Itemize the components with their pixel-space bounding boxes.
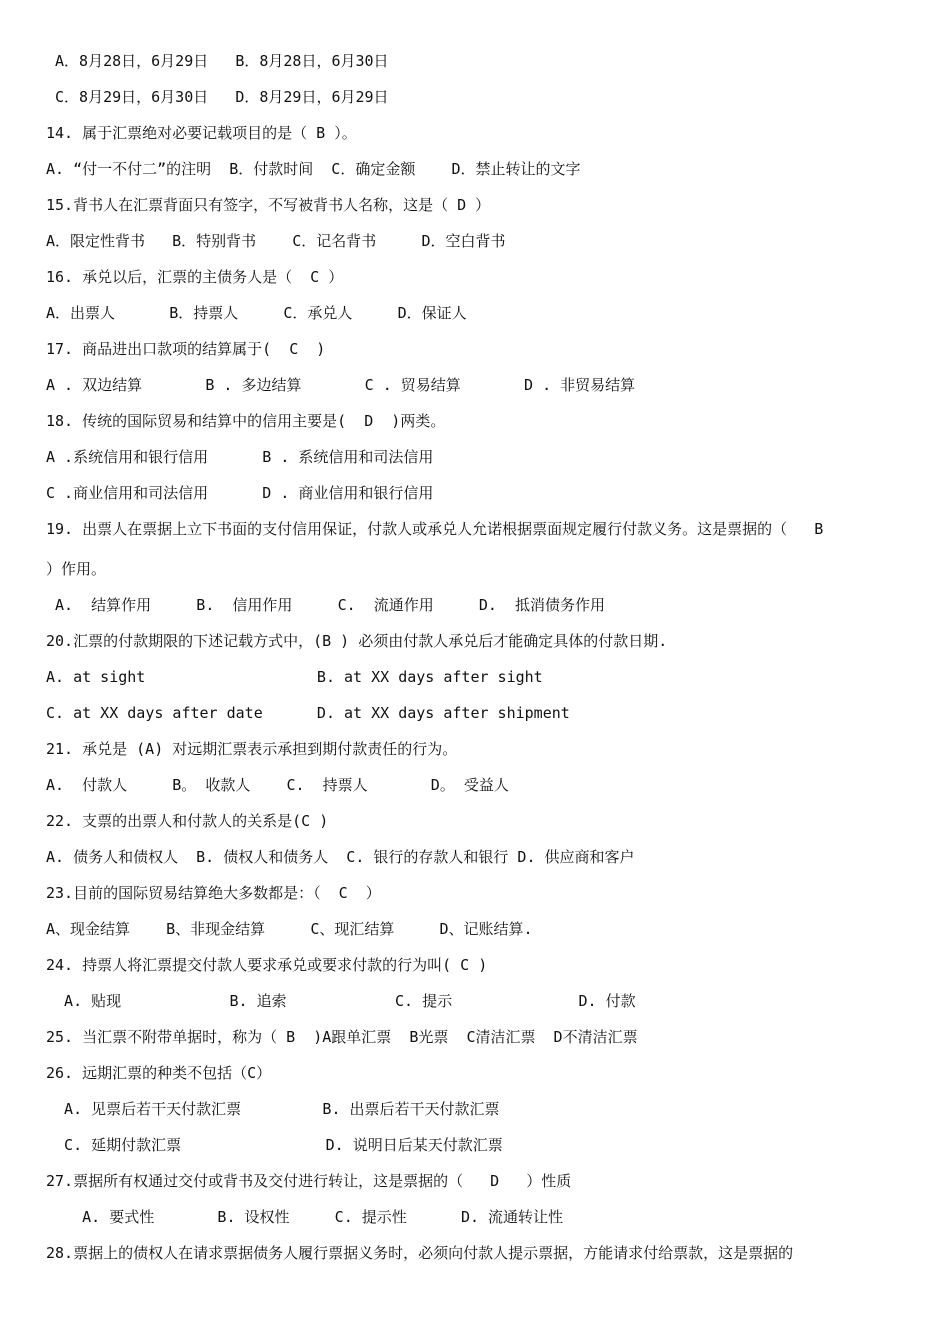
text-line: 17. 商品进出口款项的结算属于( C ) xyxy=(46,340,326,358)
text-line: C .商业信用和司法信用 D . 商业信用和银行信用 xyxy=(46,484,434,502)
text-line: A. 贴现 B. 追索 C. 提示 D. 付款 xyxy=(46,992,636,1010)
text-line: A．限定性背书 B．特别背书 C．记名背书 D．空白背书 xyxy=(46,232,506,250)
text-line: 26. 远期汇票的种类不包括（C） xyxy=(46,1064,272,1082)
text-line: 22. 支票的出票人和付款人的关系是(C ) xyxy=(46,812,329,830)
text-line: 25. 当汇票不附带单据时，称为（ B )A跟单汇票 B光票 C清洁汇票 D不清洁汇票 xyxy=(46,1028,638,1046)
text-line: A. 要式性 B. 设权性 C. 提示性 D. 流通转让性 xyxy=(46,1208,564,1226)
text-line: 18. 传统的国际贸易和结算中的信用主要是( D )两类。 xyxy=(46,412,446,430)
text-line: A、现金结算 B、非现金结算 C、现汇结算 D、记账结算. xyxy=(46,920,533,938)
text-line: 16. 承兑以后，汇票的主债务人是（ C ） xyxy=(46,268,344,286)
text-line: 15.背书人在汇票背面只有签字，不写被背书人名称，这是（ D ） xyxy=(46,196,491,214)
text-line: A. at sight B. at XX days after sight xyxy=(46,668,543,686)
text-line: C. at XX days after date D. at XX days after shipment xyxy=(46,704,570,722)
text-line: 24. 持票人将汇票提交付款人要求承兑或要求付款的行为叫( C ) xyxy=(46,956,488,974)
text-line: 27.票据所有权通过交付或背书及交付进行转让，这是票据的（ D ）性质 xyxy=(46,1172,572,1190)
text-line: 23.目前的国际贸易结算绝大多数都是：（ C ） xyxy=(46,884,381,902)
text-line: 14. 属于汇票绝对必要记载项目的是（ B ）。 xyxy=(46,124,357,142)
text-line: A. “付一不付二”的注明 B．付款时间 C．确定金额 D．禁止转让的文字 xyxy=(46,160,581,178)
text-line: 19. 出票人在票据上立下书面的支付信用保证，付款人或承兑人允诺根据票面规定履行付款义务。这是票据的（ B xyxy=(46,520,824,538)
text-line: A .系统信用和银行信用 B . 系统信用和司法信用 xyxy=(46,448,434,466)
text-line: 20.汇票的付款期限的下述记载方式中，(B ) 必须由付款人承兑后才能确定具体的付款日期. xyxy=(46,632,668,650)
text-line: A．出票人 B．持票人 C．承兑人 D．保证人 xyxy=(46,304,467,322)
text-line: C. 延期付款汇票 D. 说明日后某天付款汇票 xyxy=(46,1136,503,1154)
text-line: ）作用。 xyxy=(46,560,107,578)
text-line: A. 结算作用 B. 信用作用 C. 流通作用 D. 抵消债务作用 xyxy=(46,596,605,614)
text-line: A. 见票后若干天付款汇票 B. 出票后若干天付款汇票 xyxy=(46,1100,500,1118)
text-line: A. 债务人和债权人 B. 债权人和债务人 C. 银行的存款人和银行 D. 供应商和客户 xyxy=(46,848,635,866)
text-line: 21. 承兑是 (A) 对远期汇票表示承担到期付款责任的行为。 xyxy=(46,740,458,758)
text-line: A. 付款人 B。 收款人 C. 持票人 D。 受益人 xyxy=(46,776,509,794)
text-line: A . 双边结算 B . 多边结算 C . 贸易结算 D . 非贸易结算 xyxy=(46,376,636,394)
text-line: 28.票据上的债权人在请求票据债务人履行票据义务时，必须向付款人提示票据，方能请求付给票款，这是票据的 xyxy=(46,1244,794,1262)
text-line: A．8月28日，6月29日 B．8月28日，6月30日 xyxy=(46,52,389,70)
text-line: C．8月29日，6月30日 D．8月29日，6月29日 xyxy=(46,88,389,106)
